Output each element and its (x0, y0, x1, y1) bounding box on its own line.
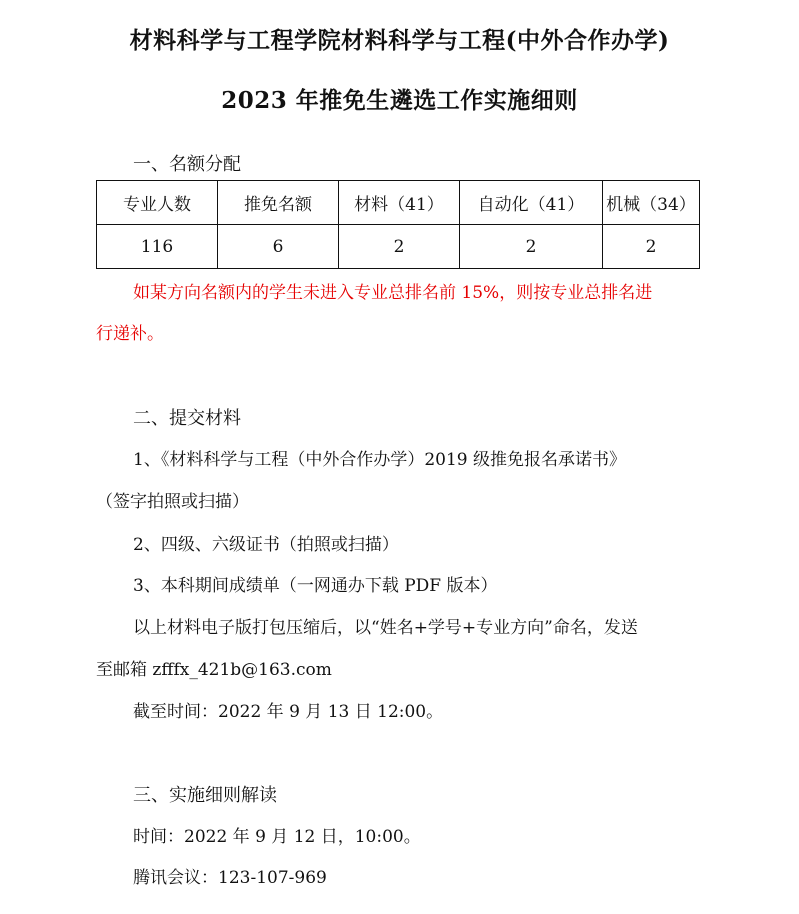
quota-table-data-row (97, 225, 700, 269)
section2-heading: 二、提交材料 (133, 408, 241, 429)
quota-table (96, 180, 700, 269)
materials-item1-line1: 1、《材料科学与工程（中外合作办学）2019 级推免报名承诺书》 (133, 450, 626, 470)
header-mechanical: 机械（34） (603, 181, 700, 225)
header-major-count: 专业人数 (97, 181, 218, 225)
materials-item3: 3、本科期间成绩单（一网通办下载 PDF 版本） (133, 576, 498, 596)
cell-materials: 2 (339, 225, 460, 269)
materials-item2: 2、四级、六级证书（拍照或扫描） (133, 535, 399, 555)
cell-mechanical: 2 (603, 225, 700, 269)
briefing-time: 时间：2022 年 9 月 12 日，10:00。 (133, 827, 421, 847)
submission-deadline: 截至时间：2022 年 9 月 13 日 12:00。 (133, 702, 444, 722)
header-automation: 自动化（41） (460, 181, 603, 225)
quota-note-line2: 行递补。 (96, 324, 164, 344)
cell-major-count: 116 (97, 225, 218, 269)
tencent-meeting-id: 腾讯会议：123-107-969 (133, 868, 327, 888)
header-materials: 材料（41） (339, 181, 460, 225)
quota-note-line1: 如某方向名额内的学生未进入专业总排名前 15%，则按专业总排名进 (133, 283, 653, 303)
submission-instruction-line2: 至邮箱 zfffx_421b@163.com (96, 660, 332, 680)
materials-item1-line2: （签字拍照或扫描） (96, 492, 249, 512)
document-title-line2: 2023 年推免生遴选工作实施细则 (221, 87, 578, 114)
document-title-line1: 材料科学与工程学院材料科学与工程(中外合作办学) (129, 27, 670, 54)
cell-automation: 2 (460, 225, 603, 269)
quota-table-header-row (97, 181, 700, 225)
cell-quota: 6 (218, 225, 339, 269)
header-quota: 推免名额 (218, 181, 339, 225)
section1-heading: 一、名额分配 (133, 154, 241, 175)
section3-heading: 三、实施细则解读 (133, 785, 277, 806)
submission-instruction-line1: 以上材料电子版打包压缩后，以“姓名+学号+专业方向”命名，发送 (133, 618, 638, 638)
